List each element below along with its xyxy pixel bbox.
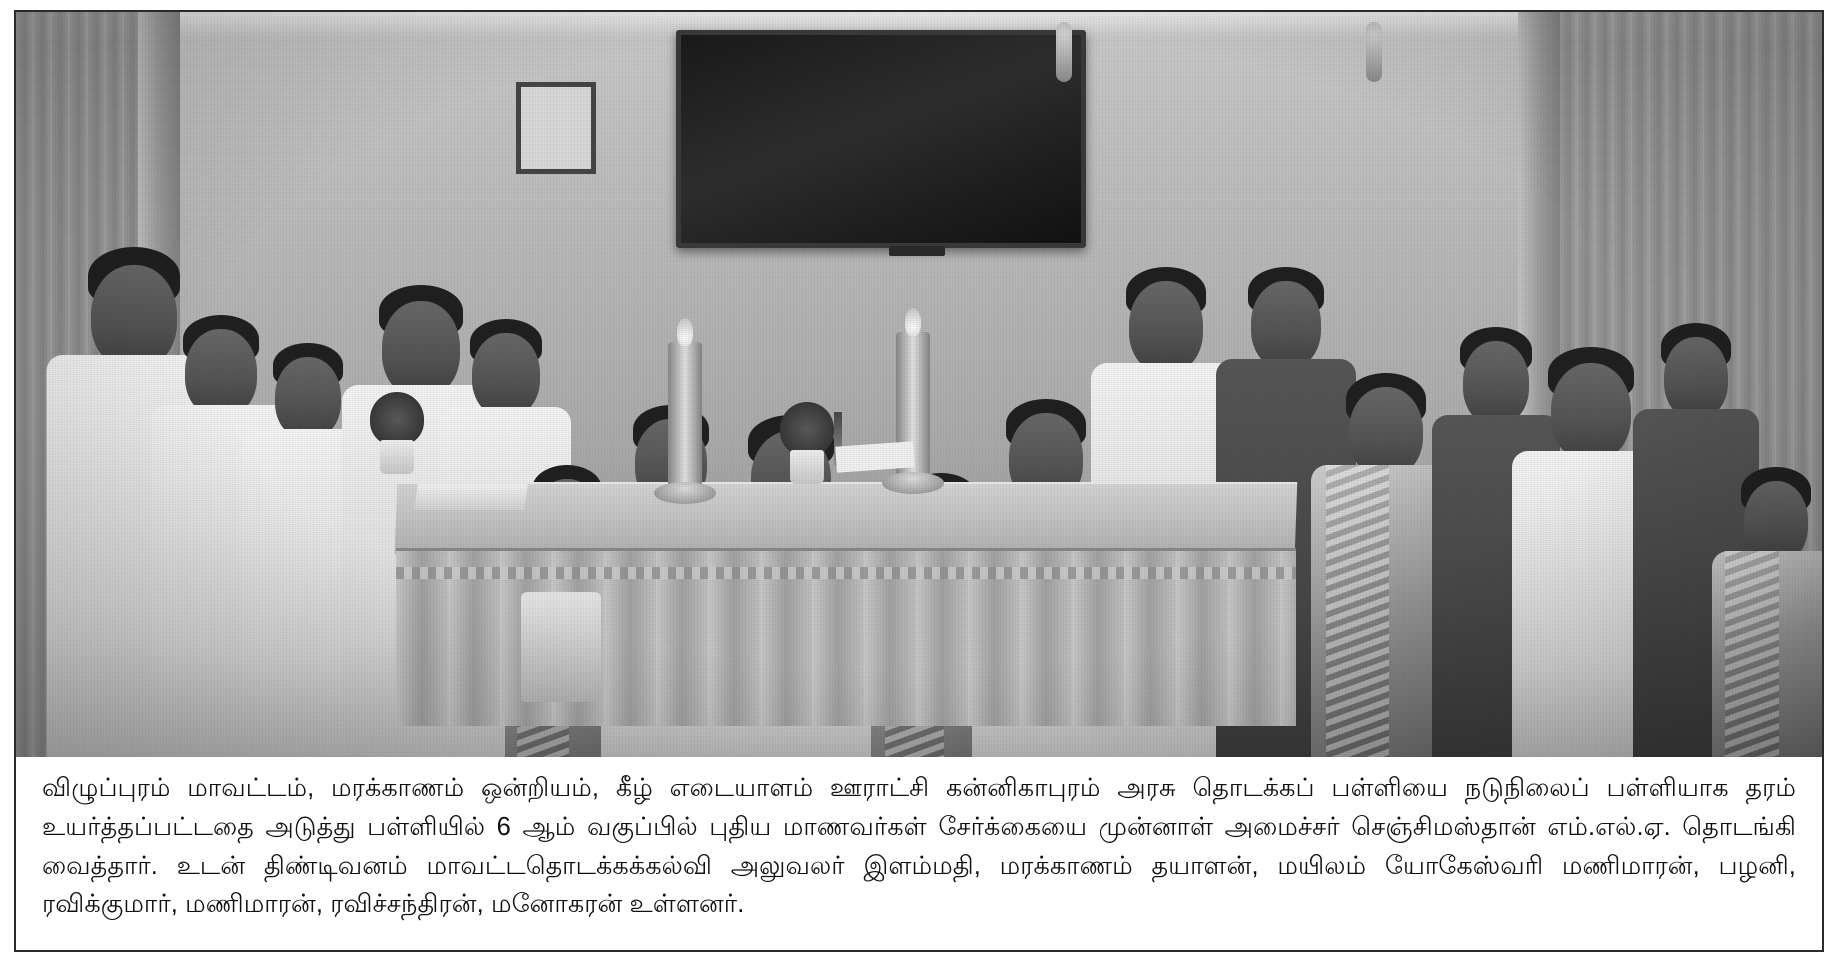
table-top	[395, 482, 1298, 554]
potted-plant	[778, 404, 834, 484]
person-figure	[1716, 257, 1822, 757]
garland-decoration	[1056, 22, 1072, 82]
paper-sheet	[835, 441, 915, 472]
potted-plant	[368, 394, 424, 474]
ceremonial-lamp	[668, 342, 702, 492]
clipping-frame	[14, 10, 1824, 952]
caption-block	[16, 757, 1822, 950]
photo-figure	[16, 12, 1822, 757]
framed-certificate	[516, 82, 596, 174]
group-photograph	[16, 12, 1822, 757]
bag-under-table	[521, 592, 601, 702]
notebook-on-table	[414, 484, 528, 510]
wall-television	[676, 30, 1086, 248]
caption-text: விழுப்புரம் மாவட்டம், மரக்காணம் ஒன்றியம், கீழ் எடையாளம் ஊராட்சி கன்னிகாபுரம் அரசு தொடக்கப் பள்ளியை நடுநிலைப் பள்ளியாக தரம் உயர்த்தப்பட்டதை அடுத்து பள்ளியில் 6 ஆம் வகுப்பில் புதிய மாணவர்கள் சேர்க்கையை முன்னாள் அமைச்சர் செஞ்சிமஸ்தான் எம்.எல்.ஏ. தொடங்கி வைத்தார். உடன் திண்டிவனம் மாவட்டதொடக்கக்கல்வி அலுவலர் இளம்மதி, மரக்காணம் தயாளன், மயிலம் யோகேஸ்வரி மணிமாரன், பழனி, ரவிக்குமார், மணிமாரன், ரவிச்சந்திரன், மனோகரன் உள்ளனர்.	[42, 774, 1796, 919]
garland-decoration	[1366, 22, 1382, 82]
